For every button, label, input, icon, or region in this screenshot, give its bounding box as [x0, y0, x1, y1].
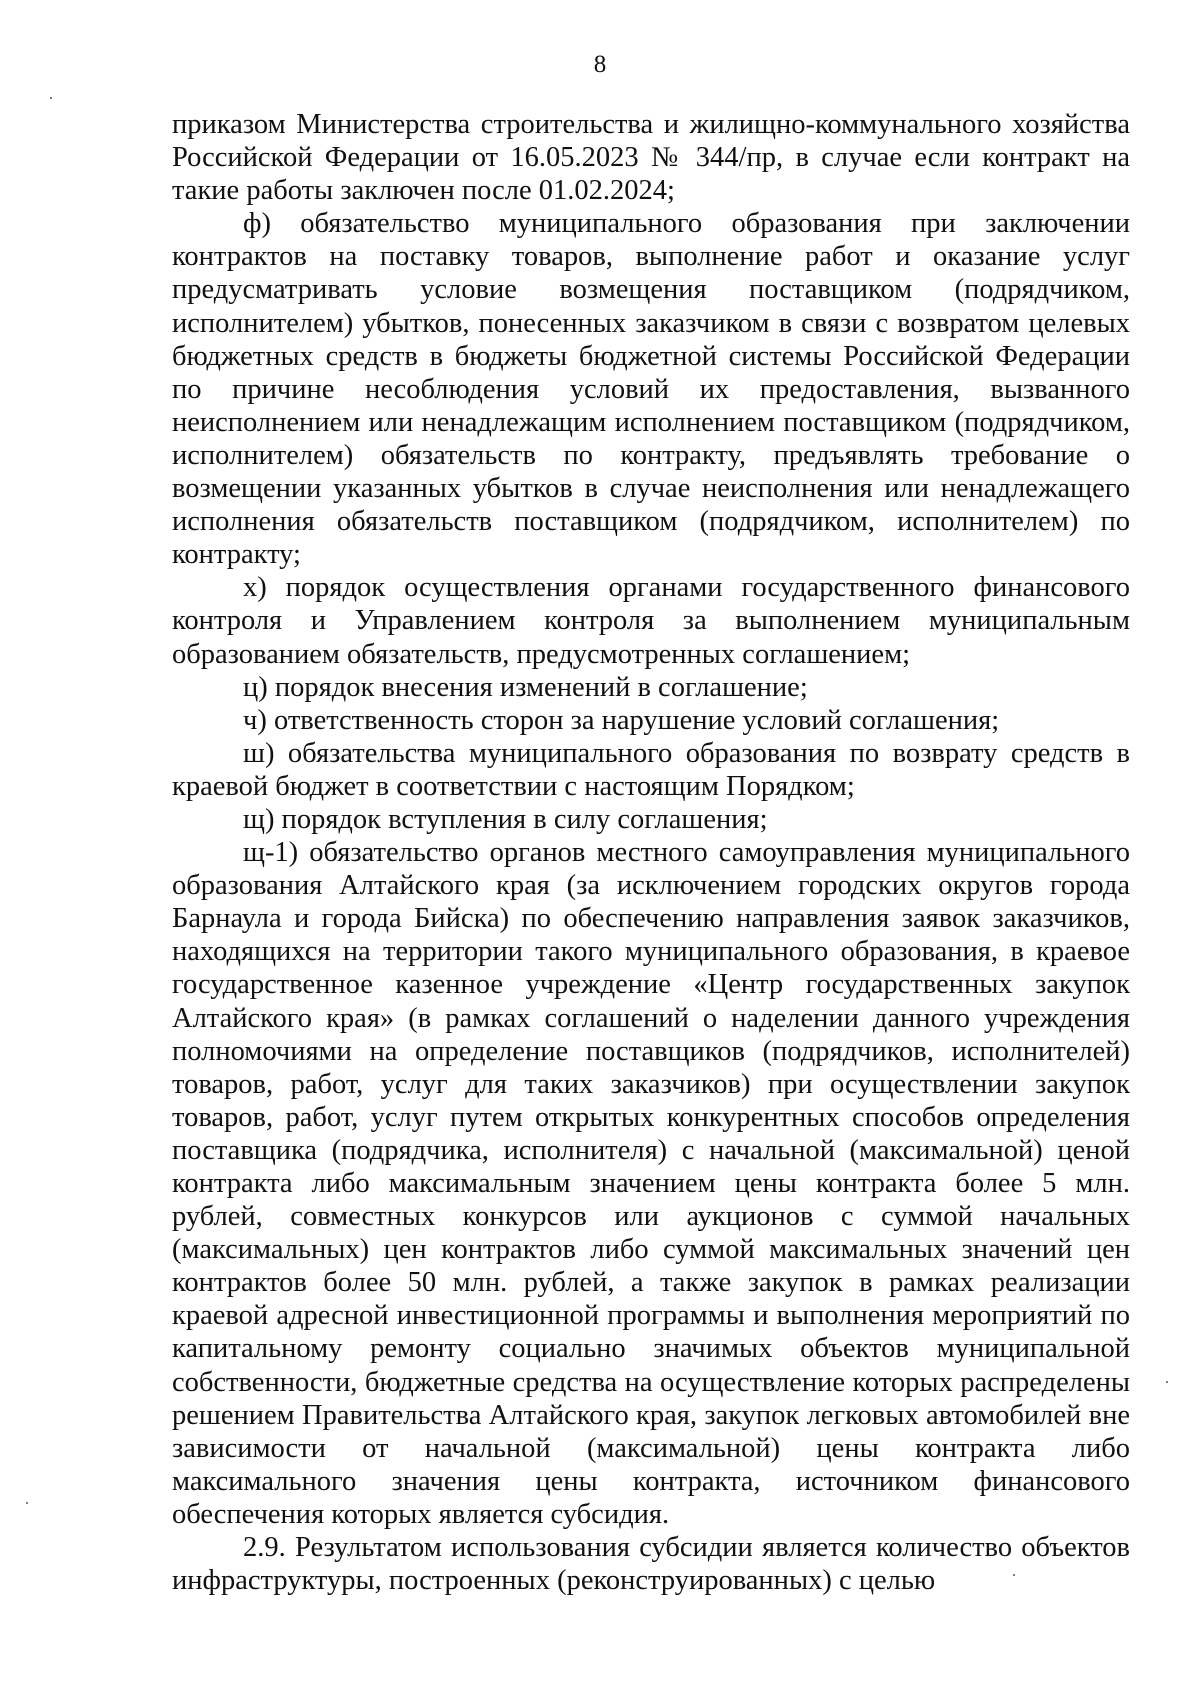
paragraph-item-f: ф) обязательство муниципального образования при заключении контрактов на поставку товаров, выполнение работ и оказание услуг предусматривать условие возмещения поставщиком (подрядчиком, исполнителем) убытков, понесенных заказчиком в связи с возвратом целевых бюджетных средств в бюджеты бюджетной системы Российской Федерации по причине несоблюдения условий их предоставления, вызванного неисполнением или ненадлежащим исполнением поставщиком (подрядчиком, исполнителем) обязательств по контракту, предъявлять требование о возмещении указанных убытков в случае неисполнения или ненадлежащего исполнения обязательств поставщиком (подрядчиком, исполнителем) по контракту; — [172, 208, 1130, 571]
paragraph-item-ch: ч) ответственность сторон за нарушение условий соглашения; — [243, 704, 1000, 736]
paragraph-item-shch: щ) порядок вступления в силу соглашения; — [243, 803, 768, 835]
scan-speck — [1166, 1381, 1168, 1383]
scan-speck — [50, 97, 52, 99]
scan-speck — [26, 1502, 28, 1504]
page-number: 8 — [593, 51, 607, 78]
paragraph-item-ts: ц) порядок внесения изменений в соглашение; — [243, 671, 808, 703]
scan-speck — [1013, 1574, 1015, 1576]
paragraph-section-2-9: 2.9. Результатом использования субсидии является количество объектов инфраструктуры, построенных (реконструированных) с целью — [172, 1532, 1130, 1597]
paragraph-item-kh: х) порядок осуществления органами государственного финансового контроля и Управлением контроля за выполнением муниципальным образованием обязательств, предусмотренных соглашением; — [172, 572, 1130, 670]
document-body — [172, 108, 1130, 1597]
paragraph-continuation: приказом Министерства строительства и жилищно-коммунального хозяйства Российской Федерации от 16.05.2023 № 344/пр, в случае если контракт на такие работы заключен после 01.02.2024; — [172, 109, 1130, 207]
paragraph-item-sh: ш) обязательства муниципального образования по возврату средств в краевой бюджет в соответствии с настоящим Порядком; — [172, 737, 1130, 802]
paragraph-item-shch-1: щ-1) обязательство органов местного самоуправления муниципального образования Алтайского края (за исключением городских округов города Барнаула и города Бийска) по обеспечению направления заявок заказчиков, находящихся на территории такого муниципального образования, в краевое государственное казенное учреждение «Центр государственных закупок Алтайского края» (в рамках соглашений о наделении данного учреждения полномочиями на определение поставщиков (подрядчиков, исполнителей) товаров, работ, услуг для таких заказчиков) при осуществлении закупок товаров, работ, услуг путем открытых конкурентных способов определения поставщика (подрядчика, исполнителя) с начальной (максимальной) ценой контракта либо максимальным значением цены контракта более 5 млн. рублей, совместных конкурсов или аукционов с суммой начальных (максимальных) цен контрактов либо суммой максимальных значений цен контрактов более 50 млн. рублей, а также закупок в рамках реализации краевой адресной инвестиционной программы и выполнения мероприятий по капитальному ремонту социально значимых объектов муниципальной собственности, бюджетные средства на осуществление которых распределены решением Правительства Алтайского края, закупок легковых автомобилей вне зависимости от начальной (максимальной) цены контракта либо максимального значения цены контракта, источником финансового обеспечения которых является субсидия. — [172, 837, 1130, 1530]
